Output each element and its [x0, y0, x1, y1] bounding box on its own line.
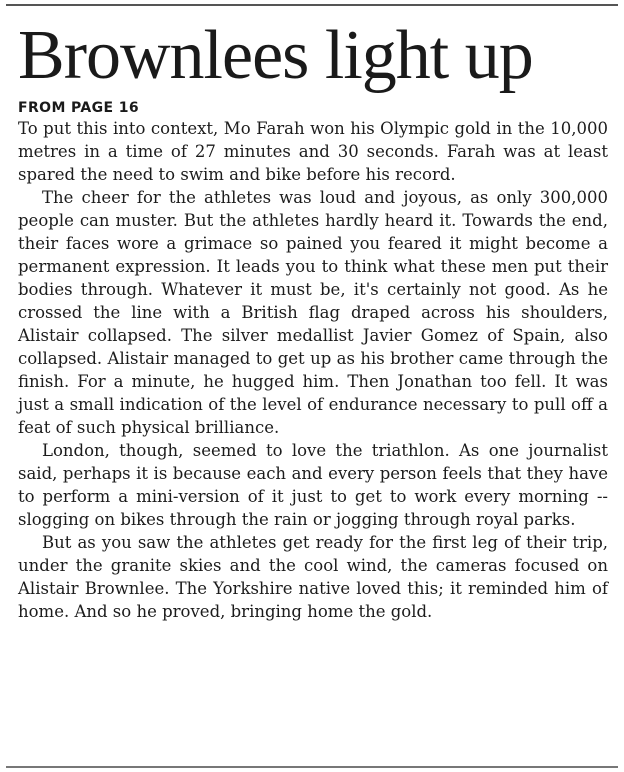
headline: Brownlees light up — [18, 17, 533, 94]
article — [18, 14, 608, 623]
bottom-rule — [6, 766, 618, 768]
paragraph-2: The cheer for the athletes was loud and joyous, as only 300,000 people can muster. But the athletes hardly heard it. Towards the end, their faces wore a grimace so pained you feared it might become a permanent expression. It leads you to think what these men put their bodies through. Whatever it must be, it's certainly not good. As he crossed the line with a British flag draped across his shoulders, Alistair collapsed. The silver medallist Javier Gomez of Spain, also collapsed. Alistair managed to get up as his brother came through the finish. For a minute, he hugged him. Then Jonathan too fell. It was just a small indication of the level of endurance necessary to pull off a feat of such physical brilliance. — [18, 188, 608, 437]
paragraph-4: But as you saw the athletes get ready for the first leg of their trip, under the granite skies and the cool wind, the cameras focused on Alistair Brownlee. The Yorkshire native loved this; it reminded him of home. And so he proved, bringing home the gold. — [18, 533, 608, 621]
top-rule — [6, 4, 618, 6]
paragraph-1: To put this into context, Mo Farah won his Olympic gold in the 10,000 metres in a time of 27 minutes and 30 seconds. Farah was at least spared the need to swim and bike before his record. — [18, 119, 608, 184]
continued-from-label: FROM PAGE 16 — [18, 100, 140, 116]
paragraph-3: London, though, seemed to love the triathlon. As one journalist said, perhaps it is because each and every person feels that they have to perform a mini-version of it just to get to work every morning -- slogging on bikes through the rain or jogging through royal parks. — [18, 441, 608, 529]
